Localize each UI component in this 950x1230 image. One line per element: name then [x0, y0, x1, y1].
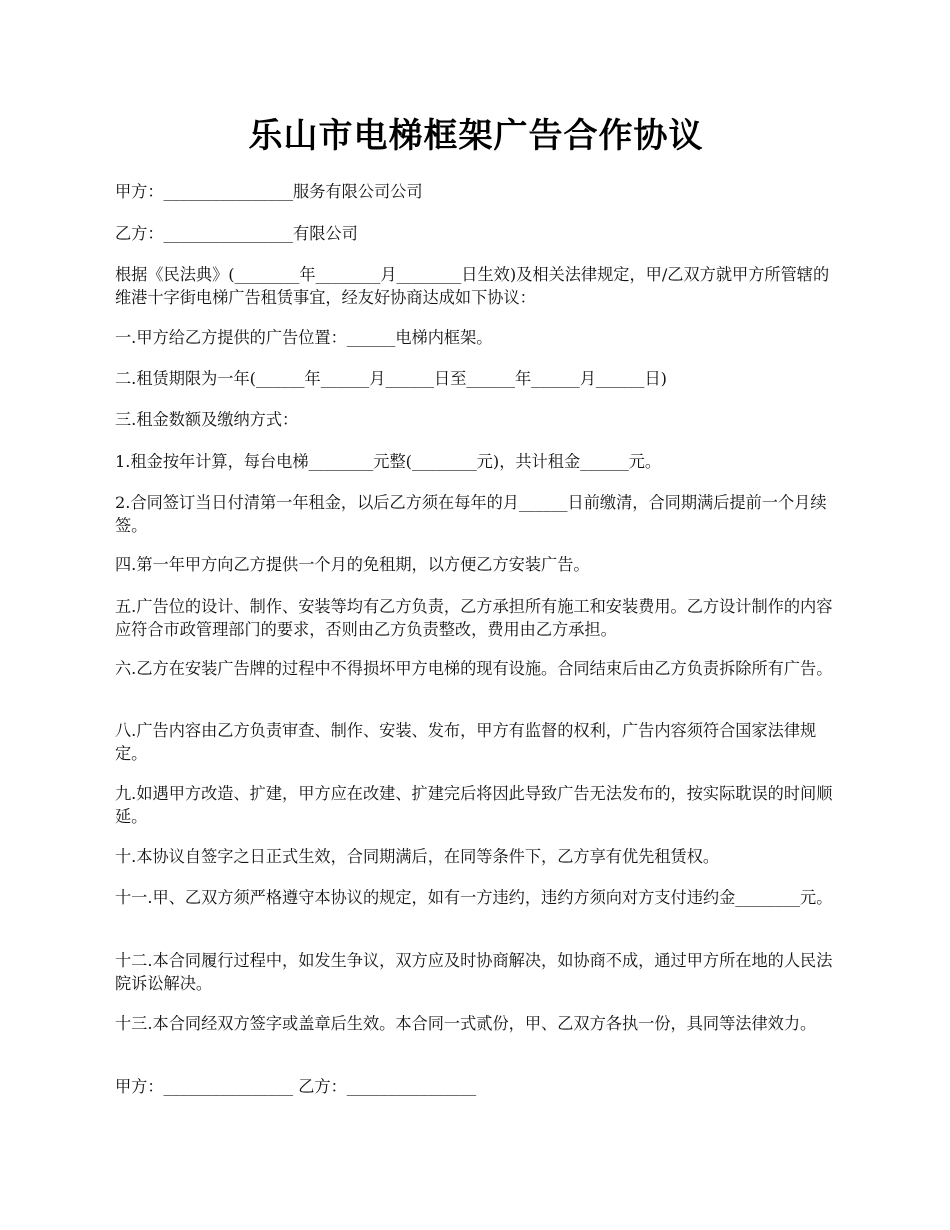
- document-title: 乐山市电梯框架广告合作协议: [248, 116, 704, 156]
- clause-2: 二.租赁期限为一年(______年______月______日至______年______月______日): [115, 369, 667, 388]
- party-a-line: 甲方：________________服务有限公司公司: [115, 182, 423, 201]
- clause-3: 三.租金数额及缴纳方式：: [115, 410, 299, 429]
- signature-line: 甲方：________________ 乙方：________________: [115, 1077, 477, 1096]
- clause-12: 十二.本合同履行过程中，如发生争议，双方应及时协商解决，如协商不成，通过甲方所在地的人民法院诉讼解决。: [115, 951, 833, 993]
- preamble-paragraph: 根据《民法典》(________年________月________日生效)及相关法律规定，甲/乙双方就甲方所管辖的维港十字街电梯广告租赁事宜，经友好协商达成如下协议：: [115, 265, 830, 307]
- clause-13: 十三.本合同经双方签字或盖章后生效。本合同一式贰份，甲、乙双方各执一份，具同等法律效力。: [115, 1014, 817, 1033]
- clause-4: 四.第一年甲方向乙方提供一个月的免租期，以方便乙方安装广告。: [115, 555, 590, 574]
- clause-6: 六.乙方在安装广告牌的过程中不得损坏甲方电梯的现有设施。合同结束后由乙方负责拆除所有广告。: [115, 659, 833, 678]
- clause-3-item-1: 1.租金按年计算，每台电梯________元整(________元)，共计租金______元。: [115, 452, 662, 471]
- clause-1: 一.甲方给乙方提供的广告位置：______电梯内框架。: [115, 328, 493, 347]
- clause-9: 九.如遇甲方改造、扩建，甲方应在改建、扩建完后将因此导致广告无法发布的，按实际耽误的时间顺延。: [115, 784, 833, 826]
- clause-11: 十一.甲、乙双方须严格遵守本协议的规定，如有一方违约，违约方须向对方支付违约金________元。: [115, 888, 833, 907]
- clause-10: 十.本协议自签字之日正式生效，合同期满后，在同等条件下，乙方享有优先租赁权。: [115, 847, 720, 866]
- clause-3-item-2: 2.合同签订当日付清第一年租金，以后乙方须在每年的月______日前缴清，合同期满后提前一个月续签。: [115, 493, 827, 535]
- clause-5: 五.广告位的设计、制作、安装等均有乙方负责，乙方承担所有施工和安装费用。乙方设计制作的内容应符合市政管理部门的要求，否则由乙方负责整改，费用由乙方承担。: [115, 597, 833, 639]
- party-b-line: 乙方：________________有限公司: [115, 224, 358, 243]
- clause-8: 八.广告内容由乙方负责审查、制作、安装、发布，甲方有监督的权利，广告内容须符合国家法律规定。: [115, 721, 817, 763]
